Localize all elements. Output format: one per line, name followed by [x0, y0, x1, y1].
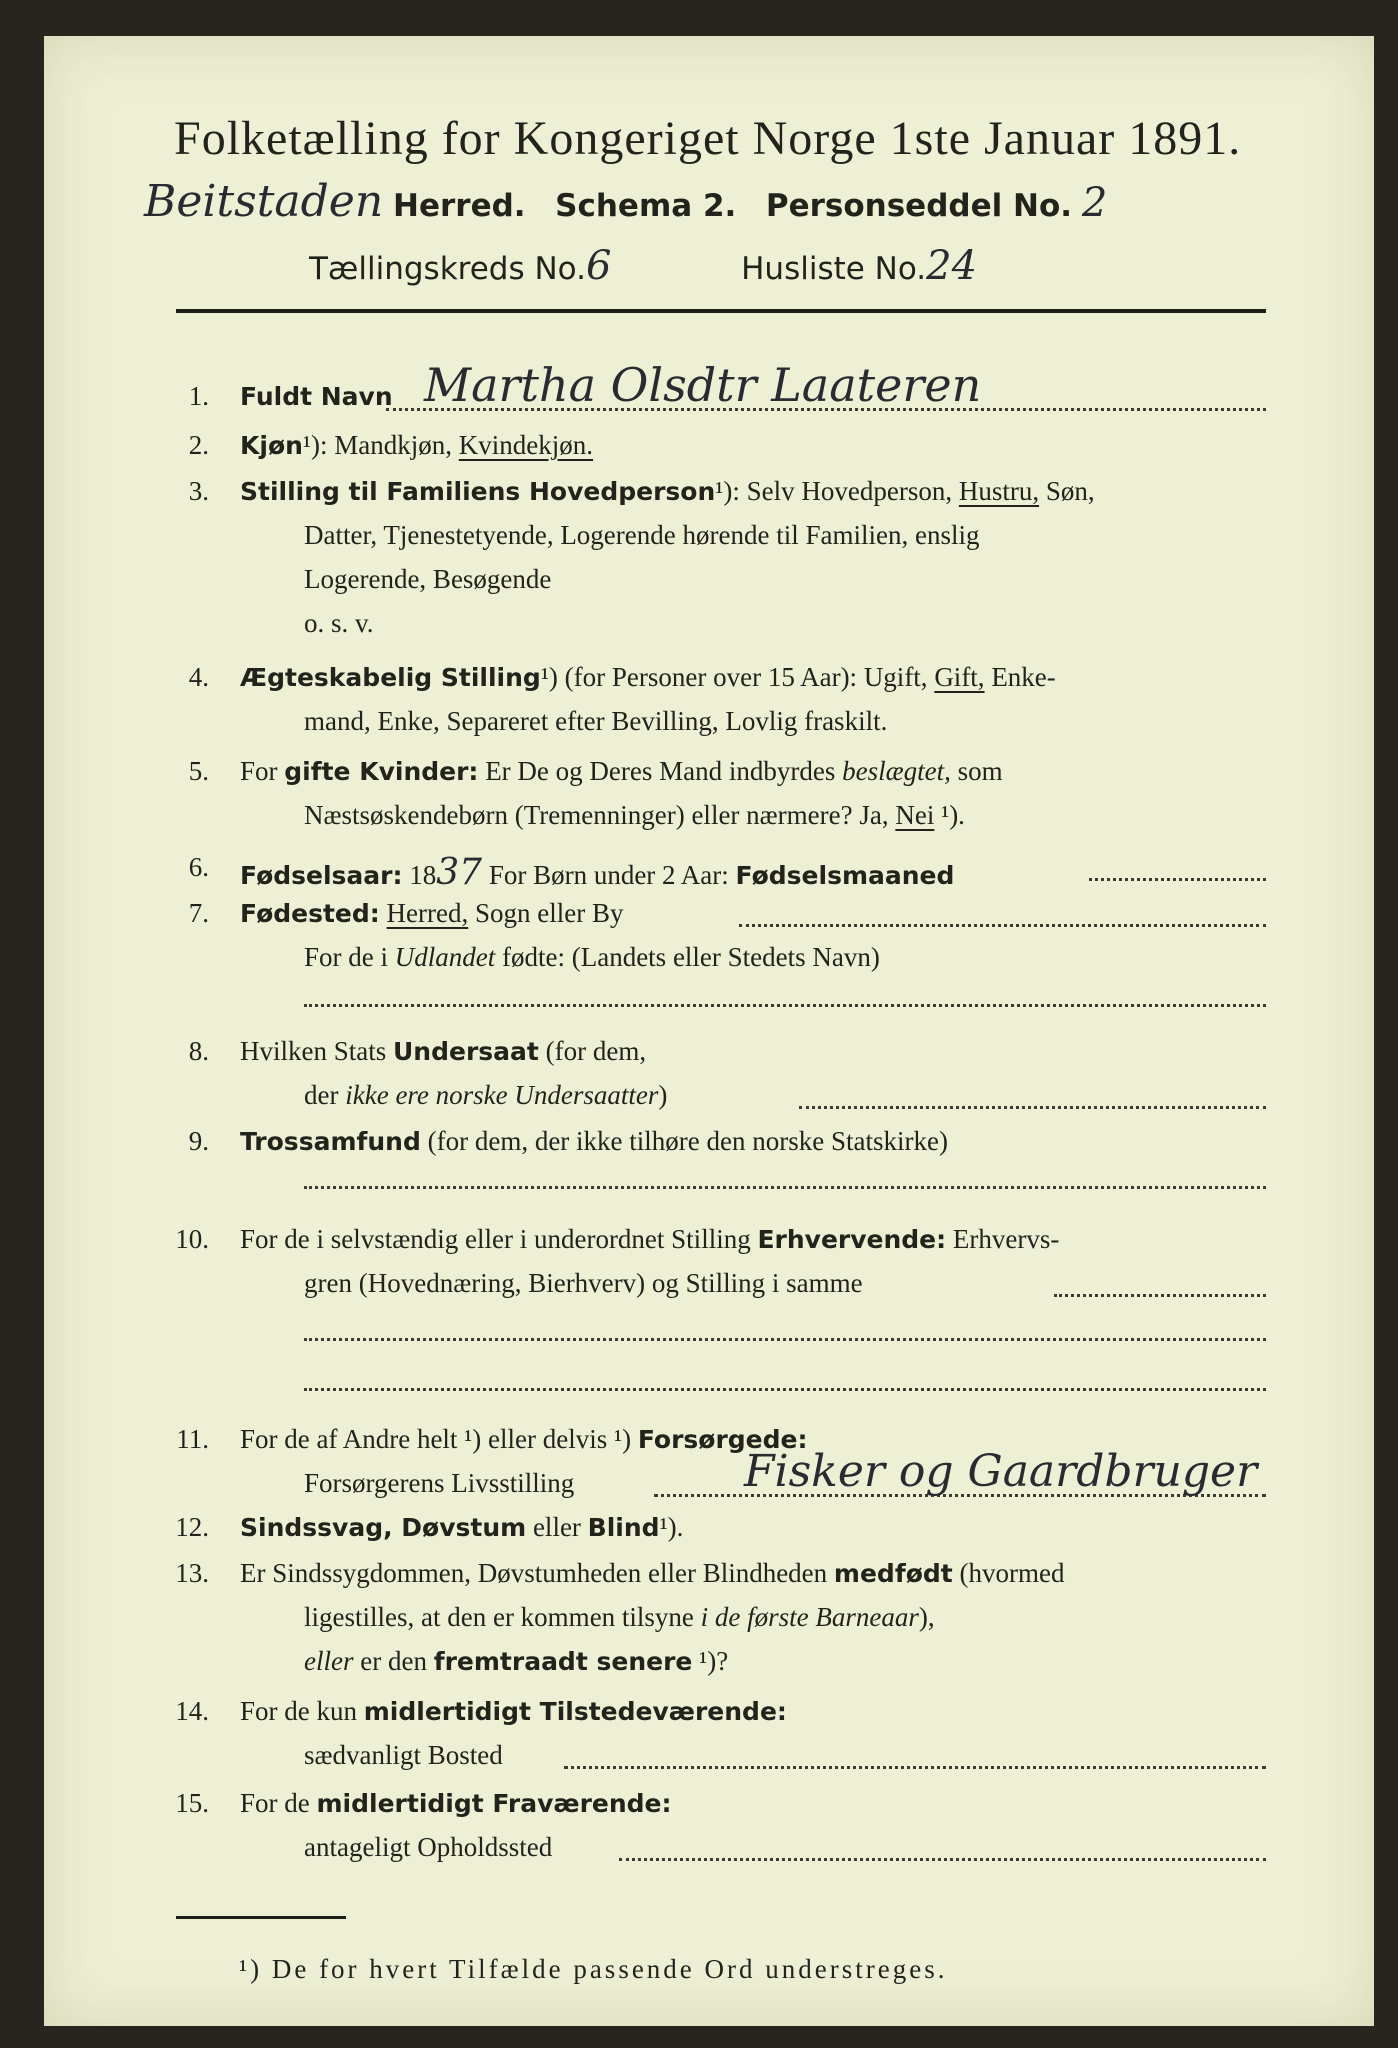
text: fødte: (Landets eller Stedets Navn) [495, 942, 880, 972]
dotted-line [304, 1186, 1266, 1189]
dotted-line [304, 1004, 1266, 1007]
text: For [240, 756, 285, 786]
item-6-birth-year [240, 852, 954, 893]
item-7-line2 [304, 942, 880, 973]
item-9-religion [240, 1126, 948, 1157]
later-onset-label: fremtraadt senere [433, 1647, 693, 1676]
item-8-citizenship [240, 1036, 646, 1067]
item-number: 4. [188, 662, 209, 692]
herred-value: Beitstaden [144, 176, 384, 227]
item-number: 11. [176, 1424, 209, 1454]
dotted-line [799, 1106, 1266, 1109]
kreds-line [309, 243, 977, 289]
item-number: 13. [175, 1558, 209, 1588]
item-13-congenital [240, 1558, 1064, 1589]
item-10-occupation [240, 1224, 1059, 1255]
full-name-value: Martha Olsdtr Laateren [424, 358, 982, 412]
text: Er Sindssygdommen, Døvstumheden eller Blindheden [240, 1558, 834, 1588]
item-number: 9. [188, 1126, 209, 1156]
item-15-temporary-absent [240, 1788, 672, 1819]
blind-label: Blind [587, 1513, 660, 1542]
text [380, 898, 387, 928]
footnote-divider [176, 1916, 346, 1919]
personseddel-label: Personseddel No. [765, 188, 1073, 224]
disability-label: Sindssvag, Døvstum [240, 1513, 527, 1542]
dotted-line [564, 1766, 1266, 1769]
kreds-label: Tællingskreds No. [309, 251, 586, 287]
occupation-label: Erhvervende: [757, 1225, 947, 1254]
item-7-birthplace [240, 898, 623, 929]
item-number: 2. [188, 430, 209, 460]
text: som [950, 756, 1003, 786]
personseddel-value: 2 [1081, 180, 1108, 226]
herred-line [144, 176, 1107, 227]
gender-selected: Kvindekjøn. [458, 430, 594, 460]
item-number: 7. [188, 898, 209, 928]
non-norwegian-term: ikke ere norske Undersaatter [345, 1080, 659, 1110]
text: er den [353, 1646, 434, 1676]
item-3-line3: Logerende, Besøgende [304, 564, 552, 594]
item-13-line3 [304, 1646, 728, 1677]
husliste-value: 24 [926, 243, 978, 289]
position-options: ¹): Selv Hovedperson, [715, 476, 959, 506]
item-number: 6. [188, 852, 209, 882]
text: Næstsøskendebørn (Tremenninger) eller nærmere? Ja, [304, 800, 896, 830]
text: ), [918, 1602, 935, 1632]
item-3-line2: Datter, Tjenestetyende, Logerende hørende til Familien, enslig [304, 520, 980, 550]
supported-label: Forsørgede: [637, 1425, 808, 1454]
temporary-absent-label: midlertidigt Fraværende: [316, 1789, 672, 1818]
text: Erhvervs- [946, 1224, 1060, 1254]
item-13-line2 [304, 1602, 935, 1633]
birth-month-label: Fødselsmaaned [735, 861, 955, 890]
item-12-disability [240, 1512, 683, 1543]
item-14-line2: sædvanligt Bosted [304, 1740, 503, 1770]
gender-label: Kjøn [240, 431, 303, 460]
dotted-line [1089, 878, 1266, 881]
citizenship-label: Undersaat [393, 1037, 539, 1066]
item-15-line2: antageligt Opholdssted [304, 1832, 553, 1862]
married-women-label: gifte Kvinder: [284, 757, 479, 786]
birth-year-value: 37 [436, 852, 483, 893]
text: (for dem, [538, 1036, 647, 1066]
item-5-related [240, 756, 1003, 787]
childhood-term: i de første Barneaar [700, 1602, 919, 1632]
abroad-term: Udlandet [394, 942, 496, 972]
herred-label: Herred. [393, 188, 526, 224]
item-number: 8. [188, 1036, 209, 1066]
gender-options: ¹): Mandkjøn, [302, 430, 459, 460]
related-term: beslægtet, [842, 756, 951, 786]
schema-label: Schema 2. [555, 188, 737, 224]
item-10-line2: gren (Hovednæring, Bierhverv) og Stilling i samme [304, 1268, 863, 1298]
or-term: eller [304, 1646, 354, 1676]
text: (for dem, der ikke tilhøre den norske Statskirke) [420, 1126, 948, 1156]
item-5-line2 [304, 800, 965, 831]
census-form [44, 36, 1374, 2026]
text: For de [240, 1788, 317, 1818]
position-label: Stilling til Familiens Hovedperson [240, 477, 716, 506]
text: der [304, 1080, 346, 1110]
position-options-cont: Søn, [1039, 476, 1095, 506]
form-title: Folketælling for Kongeriget Norge 1ste Januar 1891. [174, 112, 1242, 165]
text: For de i [304, 942, 395, 972]
item-4-marital [240, 662, 1056, 693]
item-number: 10. [175, 1224, 209, 1254]
birthplace-selected: Herred, [386, 898, 469, 928]
temporary-present-label: midlertidigt Tilstedeværende: [363, 1697, 787, 1726]
dotted-line [619, 1858, 1266, 1861]
dotted-line [1054, 1294, 1266, 1297]
congenital-label: medfødt [833, 1559, 953, 1588]
item-number: 12. [175, 1512, 209, 1542]
birthplace-label: Fødested: [240, 899, 380, 928]
item-2-gender [240, 430, 593, 461]
item-number: 15. [175, 1788, 209, 1818]
dotted-line [304, 1388, 1266, 1391]
dotted-line [304, 1338, 1266, 1341]
related-selected: Nei [895, 800, 935, 830]
century-prefix: 18 [402, 860, 437, 890]
item-3-line4: o. s. v. [304, 608, 374, 638]
text: ¹)? [692, 1646, 729, 1676]
text: ¹). [934, 800, 965, 830]
marital-selected: Gift, [934, 662, 985, 692]
position-selected: Hustru, [958, 476, 1040, 506]
marital-options-cont: Enke- [984, 662, 1056, 692]
item-11-line2: Forsørgerens Livsstilling [304, 1468, 575, 1498]
marital-label: Ægteskabelig Stilling [240, 663, 541, 692]
text: (hvormed [952, 1558, 1065, 1588]
item-number: 3. [188, 476, 209, 506]
text: For de af Andre helt ¹) eller delvis ¹) [240, 1424, 638, 1454]
text: ligestilles, at den er kommen tilsyne [304, 1602, 701, 1632]
item-number: 14. [175, 1696, 209, 1726]
header-divider [176, 309, 1266, 313]
text: Hvilken Stats [240, 1036, 393, 1066]
text: Er De og Deres Mand indbyrdes [478, 756, 843, 786]
text: For de i selvstændig eller i underordnet Stilling [240, 1224, 758, 1254]
item-3-position [240, 476, 1095, 507]
item-4-line2: mand, Enke, Separeret efter Bevilling, Lovlig fraskilt. [304, 706, 888, 736]
provider-occupation-value: Fisker og Gaardbruger [744, 1446, 1258, 1497]
footnote: ¹) De for hvert Tilfælde passende Ord understreges. [239, 1954, 948, 1984]
text: eller [526, 1512, 588, 1542]
text: ) [658, 1080, 668, 1110]
item-14-temporary-present [240, 1696, 787, 1727]
item-number: 5. [188, 756, 209, 786]
text: For Børn under 2 Aar: [482, 860, 736, 890]
text: For de kun [240, 1696, 364, 1726]
marital-options: ¹) (for Personer over 15 Aar): Ugift, [540, 662, 935, 692]
item-8-line2 [304, 1080, 667, 1111]
religion-label: Trossamfund [240, 1127, 421, 1156]
text: Sogn eller By [468, 898, 624, 928]
kreds-value: 6 [585, 243, 612, 289]
text: ¹). [659, 1512, 684, 1542]
dotted-line [739, 924, 1266, 927]
item-number: 1. [188, 381, 209, 411]
item-1-label [240, 381, 393, 412]
full-name-label: Fuldt Navn [240, 382, 393, 411]
husliste-label: Husliste No. [741, 251, 927, 287]
birth-year-label: Fødselsaar: [240, 861, 403, 890]
item-11-supported [240, 1424, 807, 1455]
